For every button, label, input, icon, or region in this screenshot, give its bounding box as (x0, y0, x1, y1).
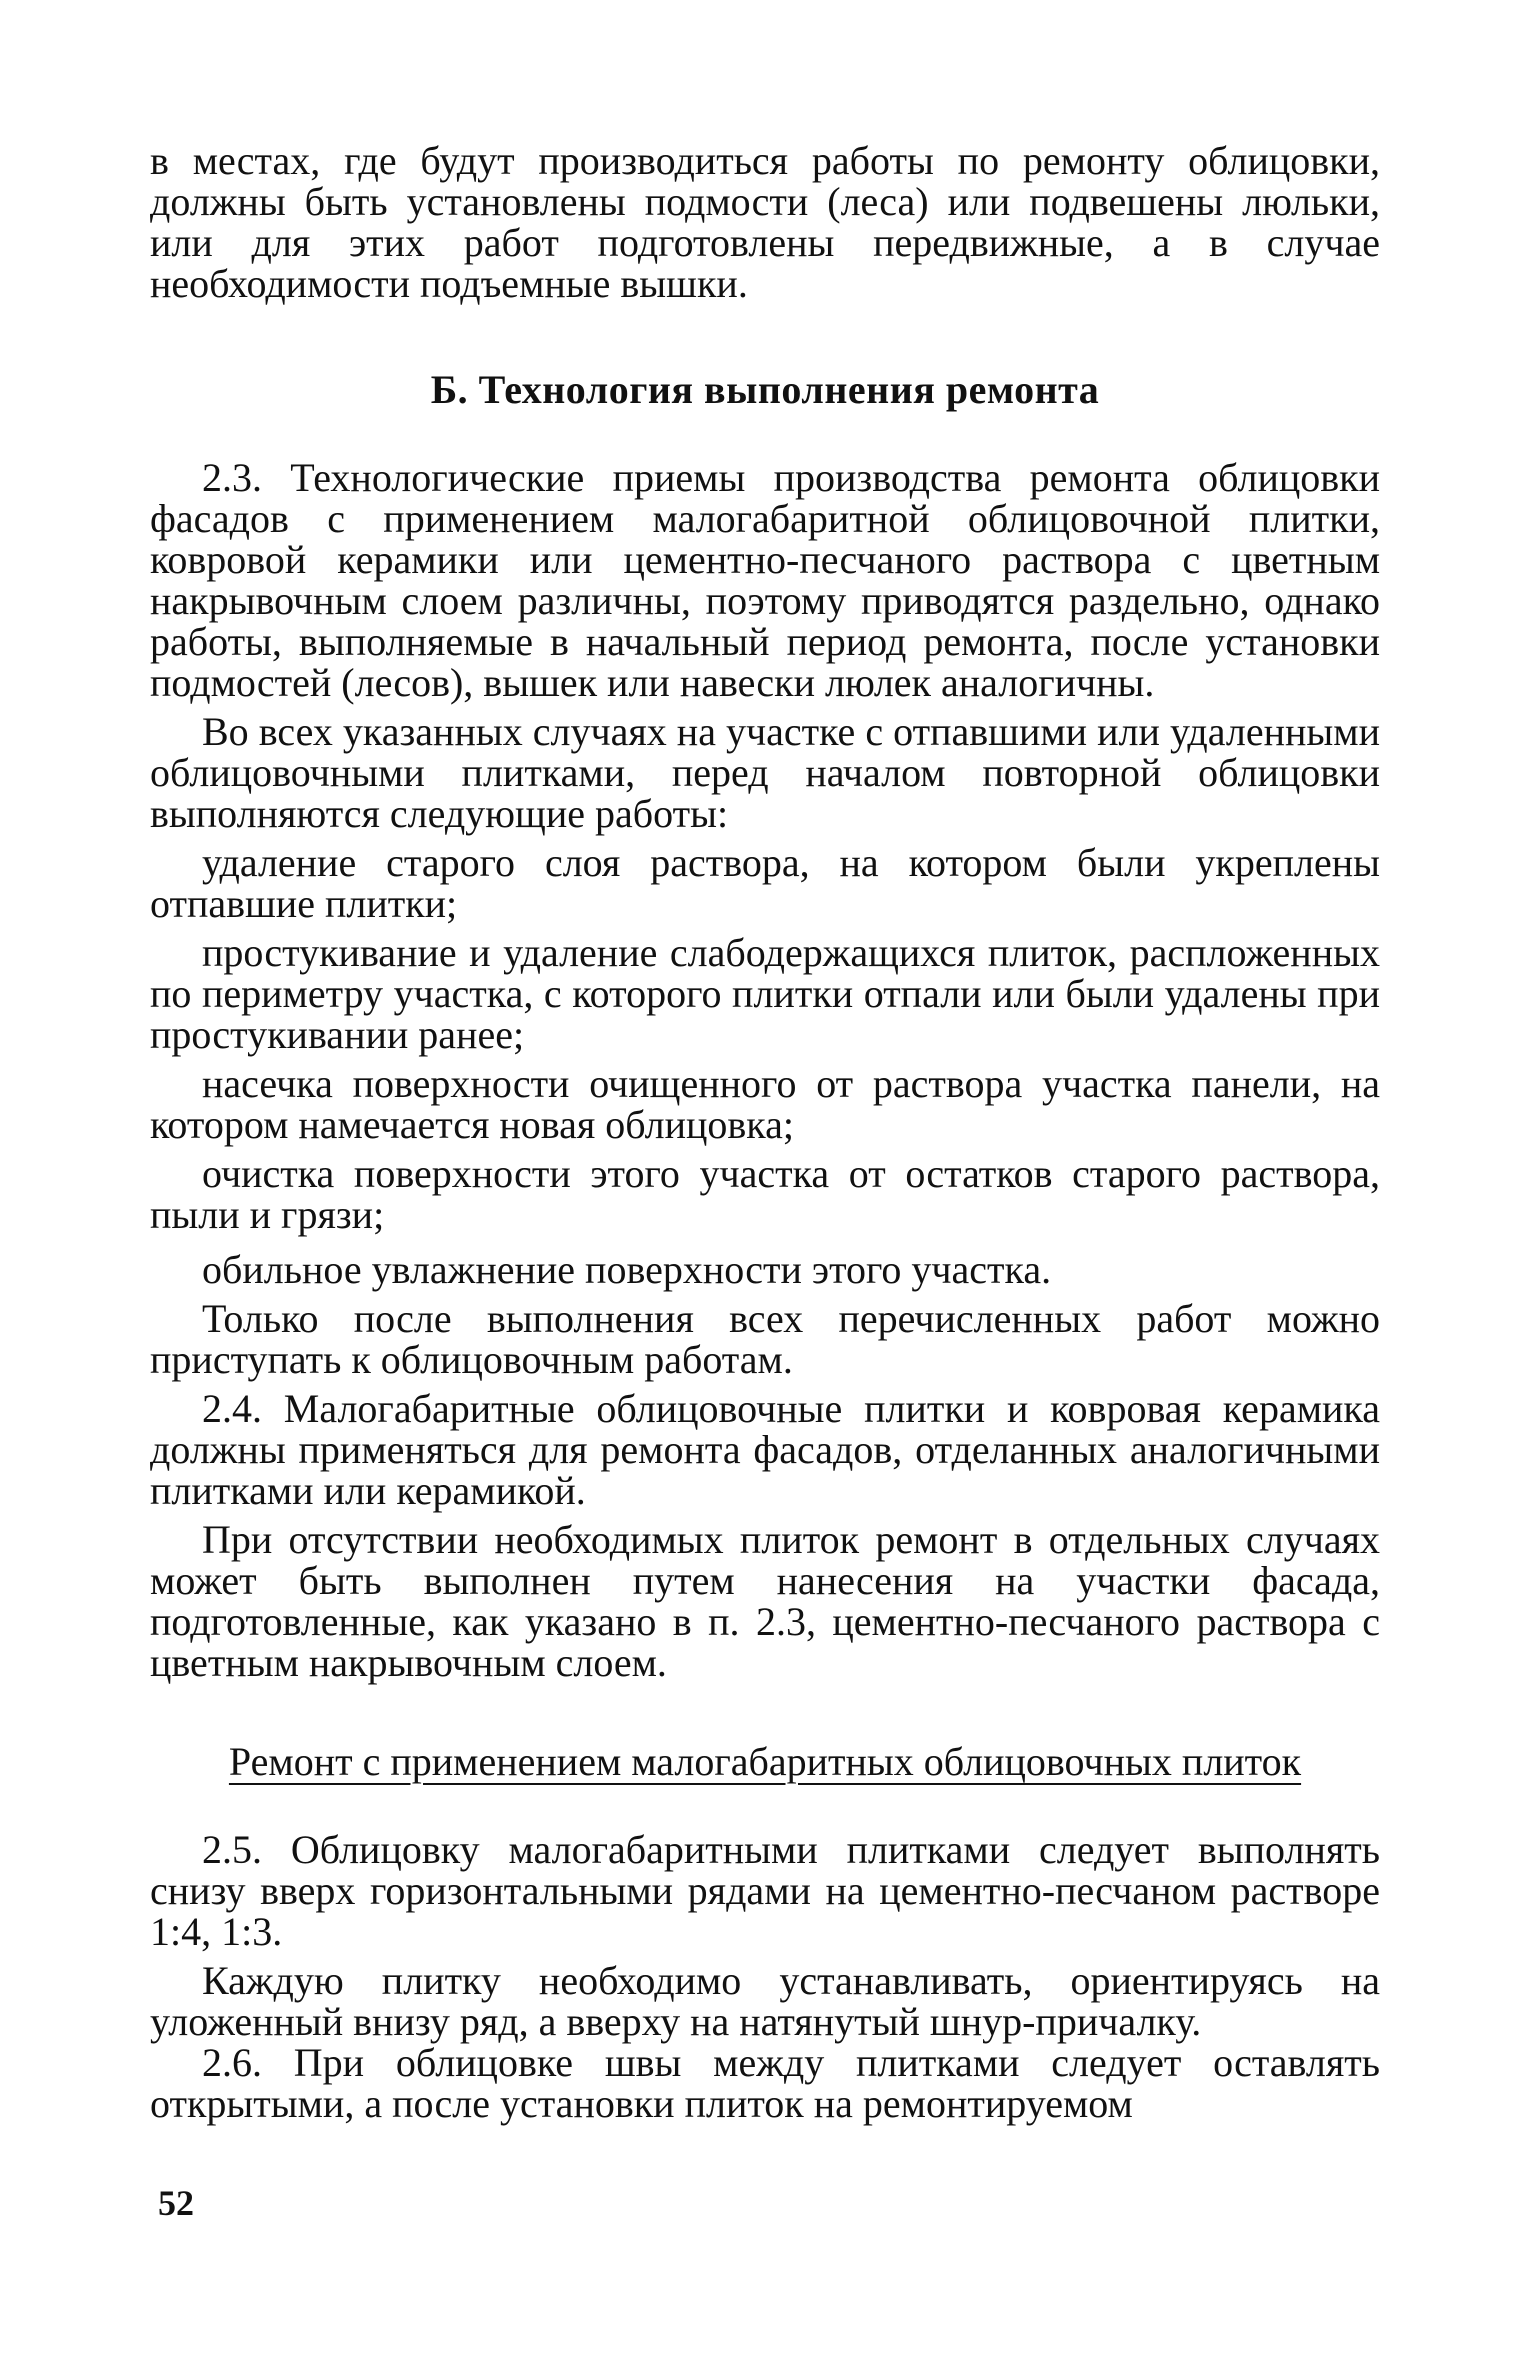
section-b-heading: Б. Технология выполнения ремонта (430, 367, 1100, 412)
page-number: 52 (158, 2183, 194, 2223)
list-item: обильное увлажнение поверхности этого участка. (202, 1247, 1052, 1292)
paragraph-only-after: Только после выполнения всех перечисленных работ можно приступать к облицовочным работам. (150, 1296, 1380, 1382)
document-page (150, 140, 1380, 2124)
paragraph-2-5: 2.5. Облицовку малогабаритными плитками следует выполнять снизу вверх горизонтальными рядами на цементно-песчаном растворе 1:4, 1:3. (150, 1827, 1380, 1954)
paragraph-2-3: 2.3. Технологические приемы производства ремонта облицовки фасадов с применением малогабаритной облицовочной плитки, ковровой керамики или цементно-песчаного раствора с цветным накрывочным слоем различны, поэтому приводятся раздельно, однако работы, выполняемые в начальный период ремонта, после установки подмостей (лесов), вышек или навески люлек аналогичны. (150, 455, 1380, 705)
list-item: удаление старого слоя раствора, на котором были укреплены отпавшие плитки; (150, 840, 1380, 926)
list-item: простукивание и удаление слабодержащихся плиток, распложенных по периметру участка, с которого плитки отпали или были удалены при простукивании ранее; (150, 930, 1380, 1057)
list-item: очистка поверхности этого участка от остатков старого раствора, пыли и грязи; (150, 1151, 1380, 1237)
intro-paragraph: в местах, где будут производиться работы по ремонту облицовки, должны быть установлены подмости (леса) или подвешены люльки, или для этих работ подготовлены передвижные, а в случае необходимости подъемные вышки. (150, 138, 1380, 306)
paragraph-2-4: 2.4. Малогабаритные облицовочные плитки и ковровая керамика должны применяться для ремонта фасадов, отделанных аналогичными плитками или керамикой. (150, 1386, 1380, 1513)
paragraph-absence: При отсутствии необходимых плиток ремонт в отдельных случаях может быть выполнен путем нанесения на участки фасада, подготовленные, как указано в п. 2.3, цементно-песчаного раствора с цветным накрывочным слоем. (150, 1517, 1380, 1685)
paragraph-all-cases: Во всех указанных случаях на участке с отпавшими или удаленными облицовочными плитками, перед началом повторной облицовки выполняются следующие работы: (150, 709, 1380, 836)
paragraph-each-tile: Каждую плитку необходимо устанавливать, ориентируясь на уложенный внизу ряд, а вверху на натянутый шнур-причалку. (150, 1958, 1380, 2044)
paragraph-2-6: 2.6. При облицовке швы между плитками следует оставлять открытыми, а после установки плиток на ремонтируемом (150, 2040, 1380, 2126)
section-tiles-heading: Ремонт с применением малогабаритных облицовочных плиток (228, 1739, 1302, 1784)
list-item: насечка поверхности очищенного от раствора участка панели, на котором намечается новая облицовка; (150, 1061, 1380, 1147)
